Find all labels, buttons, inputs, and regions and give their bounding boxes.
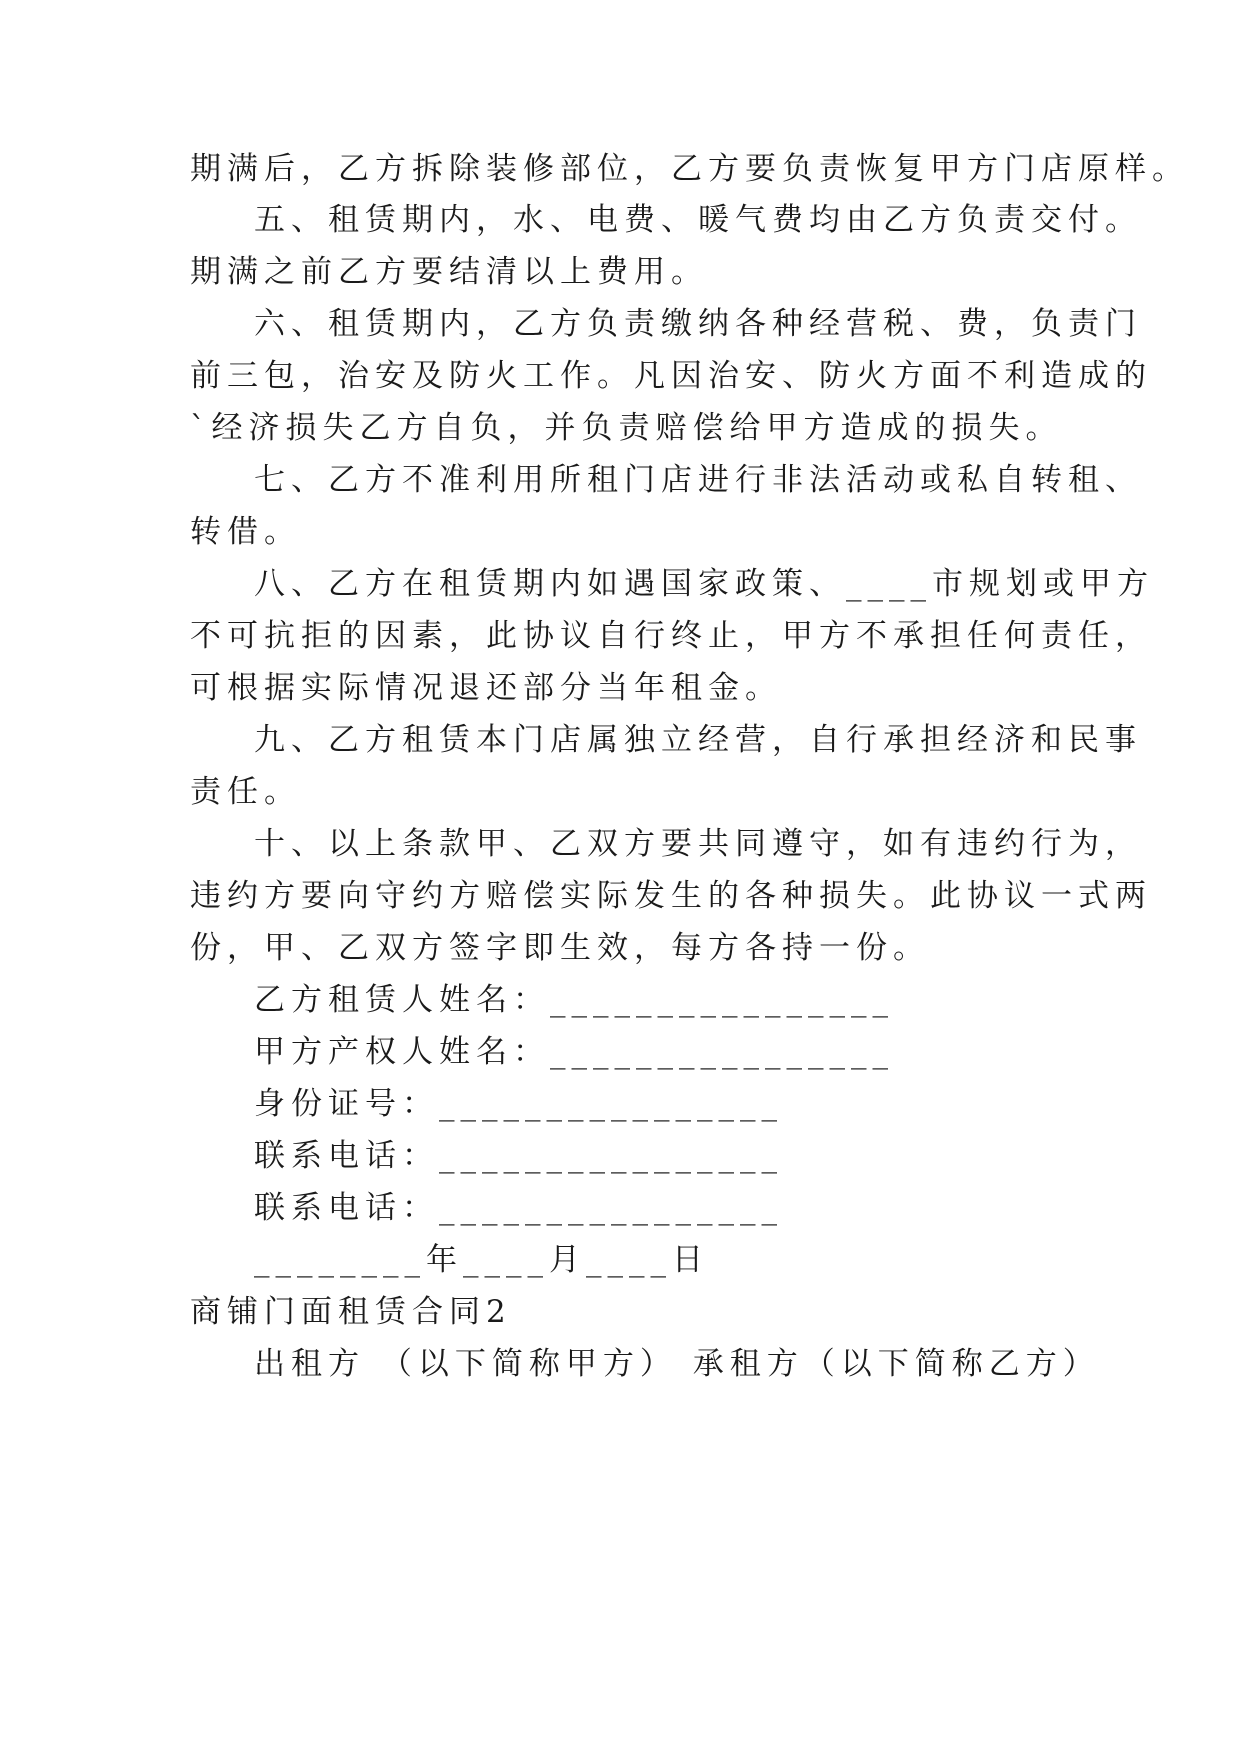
clause-7-line-2: 转借。: [190, 514, 301, 550]
date-field: ________年____月____日: [254, 1242, 709, 1278]
clause-9-line-1: 九、乙方租赁本门店属独立经营，自行承担经济和民事: [254, 722, 1142, 758]
clause-8-line-1: 八、乙方在租赁期内如遇国家政策、____市规划或甲方: [254, 566, 1154, 602]
lessee-name-field: 乙方租赁人姓名：________________: [254, 982, 894, 1018]
phone-field-2: 联系电话：________________: [254, 1190, 783, 1226]
clause-6-line-3: `经济损失乙方自负，并负责赔偿给甲方造成的损失。: [190, 410, 1063, 446]
lessor-name-field: 甲方产权人姓名：________________: [254, 1034, 894, 1070]
phone-field-1: 联系电话：________________: [254, 1138, 783, 1174]
clause-8-line-2: 不可抗拒的因素，此协议自行终止，甲方不承担任何责任，: [190, 618, 1152, 654]
clause-5-line-2: 期满之前乙方要结清以上费用。: [190, 254, 708, 290]
clause-7-line-1: 七、乙方不准利用所租门店进行非法活动或私自转租、: [254, 462, 1142, 498]
clause-6-line-1: 六、租赁期内，乙方负责缴纳各种经营税、费，负责门: [254, 306, 1142, 342]
paragraph-line: 期满后，乙方拆除装修部位，乙方要负责恢复甲方门店原样。: [190, 151, 1189, 187]
section-title: 商铺门面租赁合同2: [190, 1294, 512, 1330]
parties-line: 出租方 （以下简称甲方） 承租方（以下简称乙方）: [254, 1346, 1100, 1382]
clause-6-line-2: 前三包，治安及防火工作。凡因治安、防火方面不利造成的: [190, 358, 1152, 394]
id-number-field: 身份证号：________________: [254, 1086, 783, 1122]
clause-10-line-2: 违约方要向守约方赔偿实际发生的各种损失。此协议一式两: [190, 878, 1152, 914]
clause-9-line-2: 责任。: [190, 774, 301, 810]
clause-10-line-1: 十、以上条款甲、乙双方要共同遵守，如有违约行为，: [254, 826, 1142, 862]
clause-8-line-3: 可根据实际情况退还部分当年租金。: [190, 670, 782, 706]
clause-10-line-3: 份，甲、乙双方签字即生效，每方各持一份。: [190, 930, 930, 966]
clause-5-line-1: 五、租赁期内，水、电费、暖气费均由乙方负责交付。: [254, 202, 1142, 238]
